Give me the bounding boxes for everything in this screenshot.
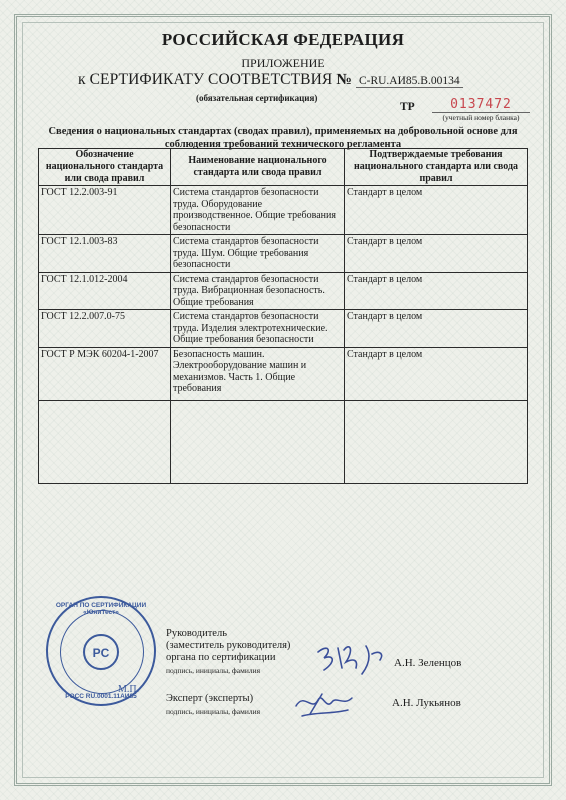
seal-top-text: ОРГАН ПО СЕРТИФИКАЦИИ «ЮниТест» bbox=[55, 602, 147, 616]
expert-signature-caption: подпись, инициалы, фамилия bbox=[166, 707, 261, 716]
head-signature-caption: подпись, инициалы, фамилия bbox=[166, 666, 261, 675]
seal-mp-label: М.П. bbox=[118, 684, 140, 695]
blank-number: 0137472 bbox=[432, 97, 530, 113]
table-row bbox=[39, 235, 528, 273]
standard-code-cell: ГОСТ 12.2.007.0-75 bbox=[39, 310, 171, 348]
requirements-cell: Стандарт в целом bbox=[345, 235, 528, 273]
number-sign: № bbox=[336, 71, 352, 88]
standard-code-cell: ГОСТ 12.1.003-83 bbox=[39, 235, 171, 273]
empty-table-row bbox=[39, 400, 528, 483]
empty-cell bbox=[39, 400, 171, 483]
mandatory-note: (обязательная сертификация) bbox=[196, 93, 318, 103]
column-header-code: Обозначение национального стандарта или свода правил bbox=[39, 149, 171, 186]
standard-name-cell: Система стандартов безопасности труда. Шум. Общие требования безопасности bbox=[171, 235, 345, 273]
certificate-title: к СЕРТИФИКАТУ СООТВЕТСТВИЯ bbox=[78, 71, 333, 88]
head-signature-icon bbox=[310, 640, 390, 682]
head-label-line3: органа по сертификации bbox=[166, 652, 276, 663]
expert-label: Эксперт (эксперты) bbox=[166, 693, 254, 704]
empty-cell bbox=[171, 400, 345, 483]
certificate-line bbox=[78, 71, 538, 89]
expert-name: А.Н. Лукьянов bbox=[392, 697, 461, 709]
standard-code-cell: ГОСТ 12.1.012-2004 bbox=[39, 272, 171, 310]
table-row bbox=[39, 347, 528, 400]
standard-name-cell: Безопасность машин. Электрооборудование машин и механизмов. Часть 1. Общие требования bbox=[171, 347, 345, 400]
blank-number-caption: (учетный номер бланка) bbox=[442, 113, 520, 122]
certificate-number: С-RU.АИ85.В.00134 bbox=[356, 75, 463, 88]
table-row bbox=[39, 272, 528, 310]
head-signature-block bbox=[166, 628, 290, 677]
standard-name-cell: Система стандартов безопасности труда. Изделия электротехнические. Общие требования безопасности bbox=[171, 310, 345, 348]
standard-name-cell: Система стандартов безопасности труда. Оборудование производственное. Общие требования безопасности bbox=[171, 186, 345, 235]
requirements-cell: Стандарт в целом bbox=[345, 272, 528, 310]
svg-text:PC: PC bbox=[92, 646, 110, 660]
standard-name-cell: Система стандартов безопасности труда. Вибрационная безопасность. Общие требования bbox=[171, 272, 345, 310]
pct-mark-icon bbox=[81, 632, 121, 672]
head-name: А.Н. Зеленцов bbox=[394, 657, 462, 669]
expert-signature-icon bbox=[292, 686, 356, 720]
standard-code-cell: ГОСТ 12.2.003-91 bbox=[39, 186, 171, 235]
standards-table bbox=[38, 148, 528, 484]
table-row bbox=[39, 310, 528, 348]
requirements-cell: Стандарт в целом bbox=[345, 310, 528, 348]
country-title: РОССИЙСКАЯ ФЕДЕРАЦИЯ bbox=[161, 30, 405, 49]
appendix-title: ПРИЛОЖЕНИЕ bbox=[241, 56, 325, 70]
requirements-cell: Стандарт в целом bbox=[345, 347, 528, 400]
empty-cell bbox=[345, 400, 528, 483]
table-row bbox=[39, 186, 528, 235]
column-header-requirements: Подтверждаемые требования национального стандарта или свода правил bbox=[345, 149, 528, 186]
standard-code-cell: ГОСТ Р МЭК 60204-1-2007 bbox=[39, 347, 171, 400]
seal-bottom-text: РОСС RU.0001.11АИ85 bbox=[65, 693, 137, 700]
intro-text: Сведения о национальных стандартах (сводах правил), применяемых на добровольной основе для соблюдения требований технического регламента bbox=[48, 126, 518, 150]
table-header-row bbox=[39, 149, 528, 186]
expert-signature-block bbox=[166, 693, 260, 718]
column-header-name: Наименование национального стандарта или свода правил bbox=[171, 149, 345, 186]
head-label-line2: (заместитель руководителя) bbox=[166, 640, 291, 651]
requirements-cell: Стандарт в целом bbox=[345, 186, 528, 235]
certification-seal bbox=[46, 596, 156, 706]
head-label-line1: Руководитель bbox=[166, 628, 227, 639]
tp-label: ТР bbox=[400, 101, 415, 113]
